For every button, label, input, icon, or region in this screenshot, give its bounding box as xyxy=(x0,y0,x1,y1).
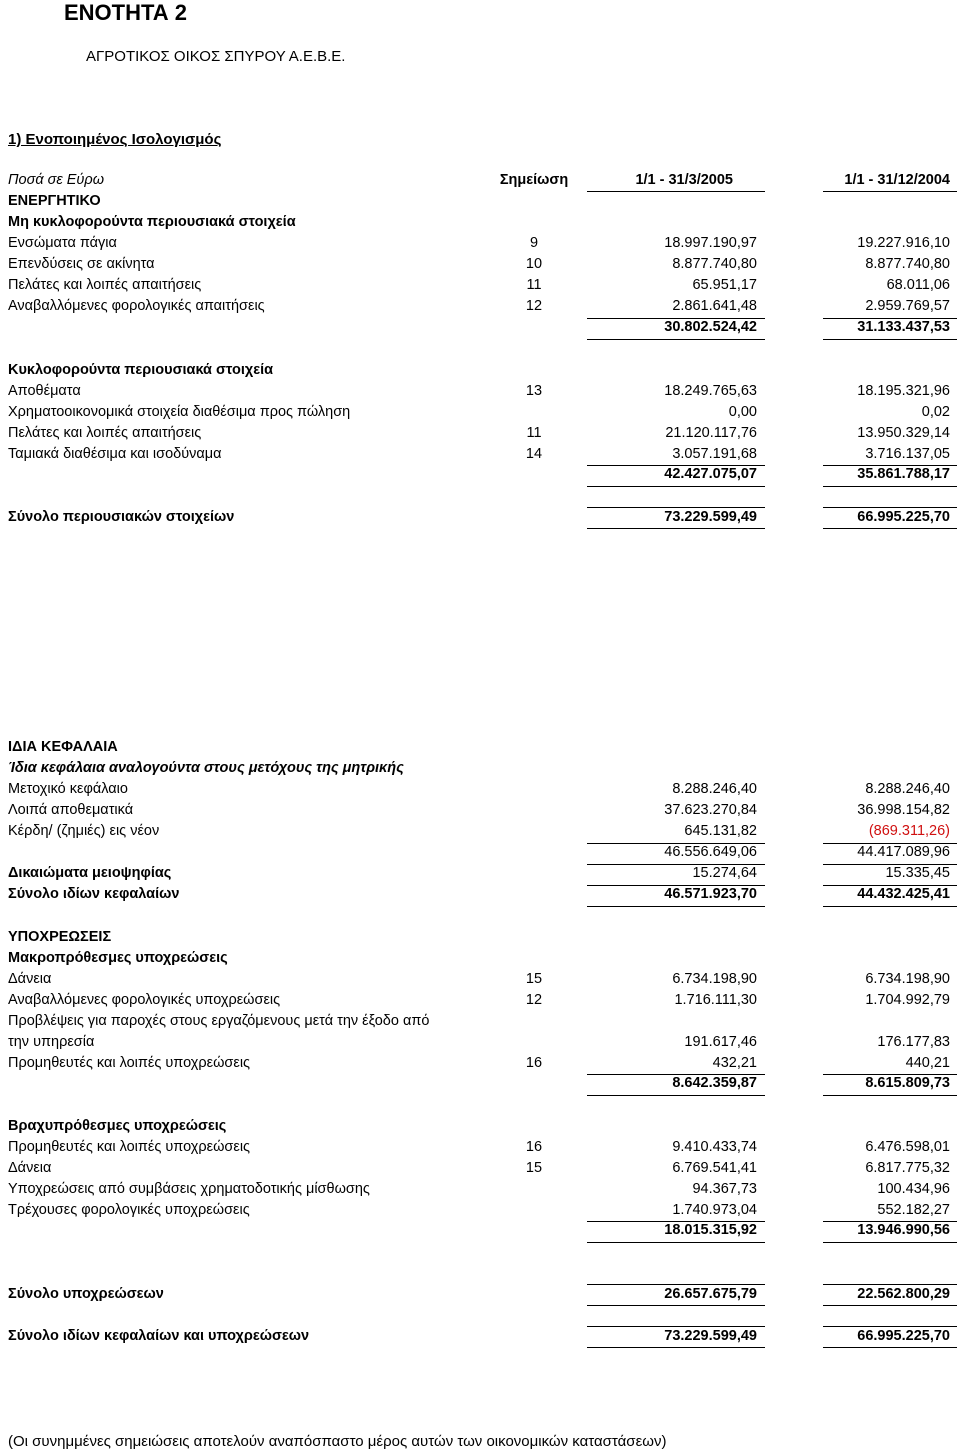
subtotal-row xyxy=(0,1220,960,1241)
subtotal-rule xyxy=(823,486,957,487)
row-label: Σύνολο ιδίων κεφαλαίων xyxy=(8,886,180,902)
row-value-1: 8.877.740,80 xyxy=(672,256,757,272)
row-value-2: 68.011,06 xyxy=(886,277,950,293)
table-row xyxy=(0,863,960,884)
table-row xyxy=(0,233,960,254)
row-value-2: 19.227.916,10 xyxy=(857,235,950,251)
row-label: Κέρδη/ (ζημιές) εις νέον xyxy=(8,823,160,839)
table-row xyxy=(0,948,960,969)
table-row xyxy=(0,800,960,821)
row-label: Αναβαλλόμενες φορολογικές απαιτήσεις xyxy=(8,298,265,314)
row-value-2: 6.817.775,32 xyxy=(865,1160,950,1176)
row-value-1: 21.120.117,76 xyxy=(665,425,757,441)
subtotal-rule xyxy=(587,1242,765,1243)
row-note: 12 xyxy=(525,992,543,1008)
row-label: Ενσώματα πάγια xyxy=(8,235,117,251)
table-row xyxy=(0,191,960,212)
row-value-1: 94.367,73 xyxy=(692,1181,757,1197)
footnote: (Οι συνημμένες σημειώσεις αποτελούν αναπόσπαστο μέρος αυτών των οικονομικών καταστάσεων) xyxy=(8,1433,667,1450)
row-value-1: 18.997.190,97 xyxy=(664,235,757,251)
table-row xyxy=(0,1179,960,1200)
row-label: Ίδια κεφάλαια αναλογούντα στους μετόχους της μητρικής xyxy=(8,760,404,776)
row-value-2: 440,21 xyxy=(905,1055,950,1071)
row-label: Ταμιακά διαθέσιμα και ισοδύναμα xyxy=(8,446,222,462)
table-row xyxy=(0,758,960,779)
row-label: Μη κυκλοφορούντα περιουσιακά στοιχεία xyxy=(8,214,296,230)
table-row xyxy=(0,737,960,758)
table-row xyxy=(0,296,960,317)
row-value-2: 66.995.225,70 xyxy=(857,509,950,525)
row-value-1: 15.274,64 xyxy=(692,865,757,881)
row-value-1: 8.288.246,40 xyxy=(672,781,757,797)
row-label: Βραχυπρόθεσμες υποχρεώσεις xyxy=(8,1118,227,1134)
row-label: Λοιπά αποθεματικά xyxy=(8,802,134,818)
row-label: ΥΠΟΧΡΕΩΣΕΙΣ xyxy=(8,929,112,945)
total-rule xyxy=(587,1305,765,1306)
row-value-1: 191.617,46 xyxy=(684,1034,757,1050)
row-value-2: 31.133.437,53 xyxy=(857,319,950,335)
row-value-2: 22.562.800,29 xyxy=(857,1286,950,1302)
total-rule xyxy=(823,1347,957,1348)
row-value-1: 6.769.541,41 xyxy=(672,1160,757,1176)
table-row xyxy=(0,254,960,275)
row-label: Υποχρεώσεις από συμβάσεις χρηματοδοτικής μίσθωσης xyxy=(8,1181,370,1197)
company-name: ΑΓΡΟΤΙΚΟΣ ΟΙΚΟΣ ΣΠΥΡΟΥ Α.Ε.Β.Ε. xyxy=(86,48,346,65)
total-rule xyxy=(823,906,957,907)
row-label: Πελάτες και λοιπές απαιτήσεις xyxy=(8,425,202,441)
row-value-2: 3.716.137,05 xyxy=(865,446,950,462)
row-note: 11 xyxy=(526,425,542,441)
row-value-1: 37.623.270,84 xyxy=(664,802,757,818)
row-value-2: 13.946.990,56 xyxy=(857,1222,950,1238)
table-row xyxy=(0,360,960,381)
table-row xyxy=(0,402,960,423)
period-1-header: 1/1 - 31/3/2005 xyxy=(635,172,733,188)
currency-label: Ποσά σε Εύρω xyxy=(8,172,104,188)
row-label: Αναβαλλόμενες φορολογικές υποχρεώσεις xyxy=(8,992,281,1008)
row-value-2: 0,02 xyxy=(921,404,950,420)
row-value-1: 3.057.191,68 xyxy=(672,446,757,462)
row-label: Αποθέματα xyxy=(8,383,81,399)
total-rule xyxy=(823,528,957,529)
row-label: Σύνολο περιουσιακών στοιχείων xyxy=(8,509,235,525)
row-value-1: 1.716.111,30 xyxy=(674,992,757,1008)
row-value-1: 6.734.198,90 xyxy=(672,971,757,987)
row-label: Επενδύσεις σε ακίνητα xyxy=(8,256,155,272)
row-note: 15 xyxy=(525,1160,543,1176)
row-value-1: 73.229.599,49 xyxy=(664,1328,757,1344)
subtotal-rule xyxy=(823,339,957,340)
row-value-1: 645.131,82 xyxy=(684,823,757,839)
table-row xyxy=(0,1200,960,1221)
row-label: Σύνολο ιδίων κεφαλαίων και υποχρεώσεων xyxy=(8,1328,310,1344)
row-value-2: 100.434,96 xyxy=(877,1181,950,1197)
row-value-1: 432,21 xyxy=(712,1055,757,1071)
table-row xyxy=(0,1137,960,1158)
subtotal-row xyxy=(0,1073,960,1094)
table-row xyxy=(0,969,960,990)
row-label: Προβλέψεις για παροχές στους εργαζόμενους μετά την έξοδο από xyxy=(8,1013,430,1029)
row-label: Κυκλοφορούντα περιουσιακά στοιχεία xyxy=(8,362,274,378)
row-note: 10 xyxy=(525,256,543,272)
total-row xyxy=(0,884,960,905)
row-value-1: 46.556.649,06 xyxy=(664,844,757,860)
row-value-2: 44.417.089,96 xyxy=(857,844,950,860)
total-row xyxy=(0,1284,960,1305)
row-value-1: 46.571.923,70 xyxy=(664,886,757,902)
table-row xyxy=(0,444,960,465)
row-value-2: 552.182,27 xyxy=(877,1202,950,1218)
table-row xyxy=(0,423,960,444)
total-row xyxy=(0,507,960,528)
row-value-2: 66.995.225,70 xyxy=(857,1328,950,1344)
row-note: 16 xyxy=(525,1055,543,1071)
table-row xyxy=(0,381,960,402)
column-header-row xyxy=(0,170,960,191)
table-row xyxy=(0,275,960,296)
table-row xyxy=(0,1011,960,1032)
negative-value: (869.311,26) xyxy=(868,823,950,839)
row-label: ΕΝΕΡΓΗΤΙΚΟ xyxy=(8,193,101,209)
subtotal-rule xyxy=(587,486,765,487)
row-value-1: 1.740.973,04 xyxy=(672,1202,757,1218)
row-label: την υπηρεσία xyxy=(8,1034,95,1050)
row-value-1: 65.951,17 xyxy=(692,277,757,293)
row-label: Προμηθευτές και λοιπές υποχρεώσεις xyxy=(8,1139,251,1155)
period-2-header: 1/1 - 31/12/2004 xyxy=(844,172,950,188)
row-label: Δικαιώματα μειοψηφίας xyxy=(8,865,172,881)
subtotal-row xyxy=(0,842,960,863)
row-note: 13 xyxy=(525,383,543,399)
row-value-2: 8.288.246,40 xyxy=(865,781,950,797)
total-rule xyxy=(587,528,765,529)
row-value-1: 0,00 xyxy=(728,404,757,420)
row-value-1: 8.642.359,87 xyxy=(672,1075,757,1091)
row-value-2: 13.950.329,14 xyxy=(857,425,950,441)
row-value-1: 2.861.641,48 xyxy=(672,298,757,314)
subtotal-rule xyxy=(823,1095,957,1096)
grand-total-row xyxy=(0,1326,960,1347)
row-value-2: 6.476.598,01 xyxy=(865,1139,950,1155)
row-value-1: 26.657.675,79 xyxy=(664,1286,757,1302)
row-label: Τρέχουσες φορολογικές υποχρεώσεις xyxy=(8,1202,250,1218)
section-title: 1) Ενοποιημένος Ισολογισμός xyxy=(8,131,222,148)
row-label: Δάνεια xyxy=(8,1160,52,1176)
row-value-2: 176.177,83 xyxy=(877,1034,950,1050)
row-note: 15 xyxy=(525,971,543,987)
row-value-1: 30.802.524,42 xyxy=(664,319,757,335)
row-value-1: 18.015.315,92 xyxy=(664,1222,757,1238)
table-row xyxy=(0,1053,960,1074)
table-row xyxy=(0,1032,960,1053)
row-label: Σύνολο υποχρεώσεων xyxy=(8,1286,164,1302)
row-label: Μετοχικό κεφάλαιο xyxy=(8,781,128,797)
row-label: Μακροπρόθεσμες υποχρεώσεις xyxy=(8,950,228,966)
row-value-1: 18.249.765,63 xyxy=(664,383,757,399)
total-rule xyxy=(587,1347,765,1348)
row-label: ΙΔΙΑ ΚΕΦΑΛΑΙΑ xyxy=(8,739,118,755)
row-value-1: 42.427.075,07 xyxy=(664,466,757,482)
row-note: 11 xyxy=(526,277,542,293)
table-row xyxy=(0,1158,960,1179)
row-label: Πελάτες και λοιπές απαιτήσεις xyxy=(8,277,202,293)
subtotal-row xyxy=(0,464,960,485)
total-rule xyxy=(823,1305,957,1306)
subtotal-rule xyxy=(587,339,765,340)
row-value-1: 9.410.433,74 xyxy=(672,1139,757,1155)
row-note: 16 xyxy=(525,1139,543,1155)
row-value-2: 18.195.321,96 xyxy=(857,383,950,399)
row-value-2: 1.704.992,79 xyxy=(865,992,950,1008)
table-row xyxy=(0,821,960,842)
row-value-2: 8.877.740,80 xyxy=(865,256,950,272)
table-row xyxy=(0,927,960,948)
row-value-2: 15.335,45 xyxy=(885,865,950,881)
row-value-2: 44.432.425,41 xyxy=(857,886,950,902)
row-value-1: 73.229.599,49 xyxy=(664,509,757,525)
row-note: 9 xyxy=(529,235,539,251)
row-value-2: 36.998.154,82 xyxy=(857,802,950,818)
row-label: Χρηματοοικονομικά στοιχεία διαθέσιμα προς πώληση xyxy=(8,404,351,420)
subtotal-rule xyxy=(823,1242,957,1243)
subtotal-rule xyxy=(587,1095,765,1096)
row-note: 14 xyxy=(525,446,543,462)
row-label: Δάνεια xyxy=(8,971,52,987)
table-row xyxy=(0,779,960,800)
row-note: 12 xyxy=(525,298,543,314)
row-value-2: 6.734.198,90 xyxy=(865,971,950,987)
table-row xyxy=(0,212,960,233)
total-rule xyxy=(587,906,765,907)
note-column-header: Σημείωση xyxy=(499,172,569,188)
document-heading: ΕΝΟΤΗΤΑ 2 xyxy=(64,0,188,25)
row-label: Προμηθευτές και λοιπές υποχρεώσεις xyxy=(8,1055,251,1071)
row-value-2: 8.615.809,73 xyxy=(865,1075,950,1091)
table-row xyxy=(0,990,960,1011)
subtotal-row xyxy=(0,317,960,338)
row-value-2: 2.959.769,57 xyxy=(865,298,950,314)
row-value-2: 35.861.788,17 xyxy=(857,466,950,482)
table-row xyxy=(0,1116,960,1137)
